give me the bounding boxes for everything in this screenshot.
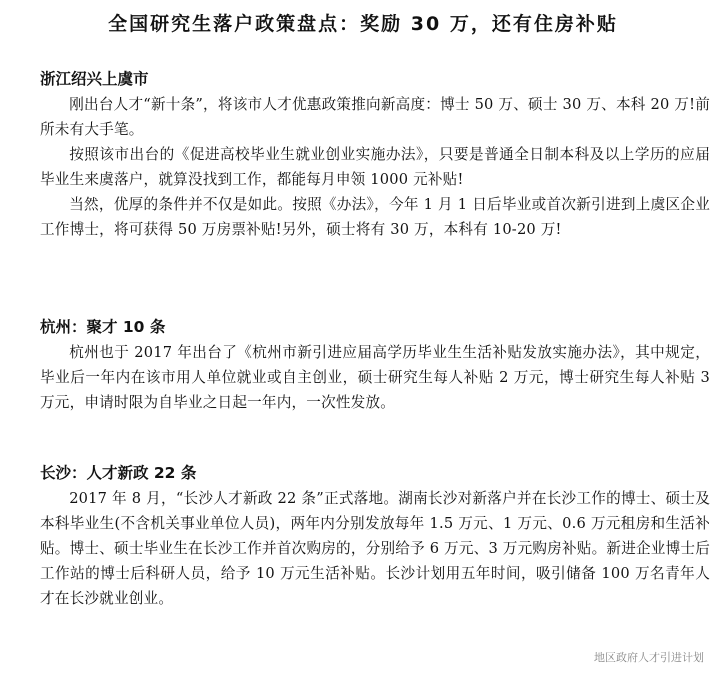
section-heading: 长沙：人才新政 22 条: [40, 464, 197, 482]
section-heading: 浙江绍兴上虞市: [40, 70, 149, 88]
section-hangzhou: [40, 314, 710, 415]
page-title: 全国研究生落户政策盘点：奖励 30 万，还有住房补贴: [108, 13, 618, 35]
section-heading: 杭州：聚才 10 条: [40, 318, 166, 336]
footer-source-label: 地区政府人才引进计划: [594, 651, 704, 664]
paragraph: 当然，优厚的条件并不仅是如此。按照《办法》，今年 1 月 1 日后毕业或首次新引进到上虞区企业工作博士，将可获得 50 万房票补贴!另外，硕士将有 30 万，本科有 10-20 万!: [40, 196, 710, 238]
paragraph: 杭州也于 2017 年出台了《杭州市新引进应届高学历毕业生生活补贴发放实施办法》，其中规定，毕业后一年内在该市用人单位就业或自主创业，硕士研究生每人补贴 2 万元，博士研究生每人补贴 3 万元，申请时限为自毕业之日起一年内，一次性发放。: [40, 344, 710, 411]
paragraph: 刚出台人才“新十条”，将该市人才优惠政策推向新高度：博士 50 万、硕士 30 万、本科 20 万!前所未有大手笔。: [40, 96, 710, 138]
section-shaoxing-shangyu: [40, 66, 710, 242]
paragraph: 按照该市出台的《促进高校毕业生就业创业实施办法》，只要是普通全日制本科及以上学历的应届毕业生来虞落户，就算没找到工作，都能每月申领 1000 元补贴!: [40, 146, 710, 188]
section-changsha: [40, 460, 710, 611]
paragraph: 2017 年 8 月，“长沙人才新政 22 条”正式落地。湖南长沙对新落户并在长沙工作的博士、硕士及本科毕业生(不含机关事业单位人员)，两年内分别发放每年 1.5 万元、1 万元、0.6 万元租房和生活补贴。博士、硕士毕业生在长沙工作并首次购房的，分别给予 6 万元、3 万元购房补贴。新进企业博士后工作站的博士后科研人员，给予 10 万元生活补贴。长沙计划用五年时间，吸引储备 100 万名青年人才在长沙就业创业。: [40, 490, 710, 607]
